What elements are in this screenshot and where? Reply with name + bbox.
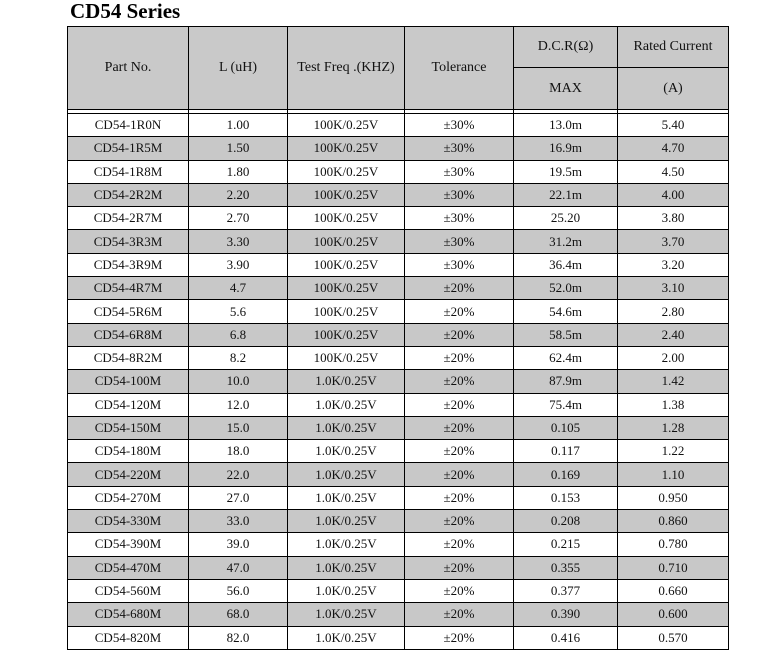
cell-dcr: 0.208	[514, 510, 618, 533]
table-row	[68, 556, 729, 579]
cell-tolerance: ±20%	[405, 300, 514, 323]
cell-inductance: 68.0	[189, 603, 288, 626]
cell-inductance: 4.7	[189, 277, 288, 300]
table-row	[68, 440, 729, 463]
cell-tolerance: ±20%	[405, 510, 514, 533]
cell-inductance: 2.70	[189, 207, 288, 230]
cell-test-freq: 100K/0.25V	[288, 346, 405, 369]
cell-part-no: CD54-6R8M	[68, 323, 189, 346]
cell-tolerance: ±20%	[405, 440, 514, 463]
cell-test-freq: 1.0K/0.25V	[288, 579, 405, 602]
header-dcr: D.C.R(Ω)	[514, 27, 618, 68]
cell-test-freq: 100K/0.25V	[288, 230, 405, 253]
cell-dcr: 0.355	[514, 556, 618, 579]
cell-rated-current: 3.80	[618, 207, 729, 230]
cell-part-no: CD54-3R3M	[68, 230, 189, 253]
cell-part-no: CD54-1R5M	[68, 137, 189, 160]
cell-dcr: 54.6m	[514, 300, 618, 323]
cell-dcr: 87.9m	[514, 370, 618, 393]
table-body	[68, 110, 729, 650]
cell-test-freq: 1.0K/0.25V	[288, 556, 405, 579]
cell-inductance: 82.0	[189, 626, 288, 649]
cell-test-freq: 100K/0.25V	[288, 300, 405, 323]
table-row	[68, 323, 729, 346]
cell-rated-current: 0.950	[618, 486, 729, 509]
cell-dcr: 0.215	[514, 533, 618, 556]
cell-tolerance: ±30%	[405, 253, 514, 276]
cell-inductance: 1.80	[189, 160, 288, 183]
cell-part-no: CD54-150M	[68, 416, 189, 439]
header-rated-current-unit: (A)	[618, 68, 729, 110]
cell-dcr: 22.1m	[514, 183, 618, 206]
cell-tolerance: ±30%	[405, 207, 514, 230]
cell-rated-current: 0.660	[618, 579, 729, 602]
table-row	[68, 160, 729, 183]
cell-test-freq: 1.0K/0.25V	[288, 603, 405, 626]
cell-inductance: 6.8	[189, 323, 288, 346]
cell-dcr: 62.4m	[514, 346, 618, 369]
cell-inductance: 47.0	[189, 556, 288, 579]
cell-part-no: CD54-270M	[68, 486, 189, 509]
cell-inductance: 15.0	[189, 416, 288, 439]
table-row	[68, 346, 729, 369]
cell-part-no: CD54-2R2M	[68, 183, 189, 206]
header-rated-current: Rated Current	[618, 27, 729, 68]
table-row	[68, 230, 729, 253]
table-row	[68, 626, 729, 649]
cell-dcr: 52.0m	[514, 277, 618, 300]
table-row	[68, 253, 729, 276]
cell-inductance: 1.00	[189, 114, 288, 137]
cell-dcr: 31.2m	[514, 230, 618, 253]
cell-rated-current: 0.860	[618, 510, 729, 533]
cell-dcr: 75.4m	[514, 393, 618, 416]
cell-tolerance: ±20%	[405, 277, 514, 300]
cell-inductance: 33.0	[189, 510, 288, 533]
table-row	[68, 137, 729, 160]
cell-test-freq: 100K/0.25V	[288, 114, 405, 137]
cell-inductance: 8.2	[189, 346, 288, 369]
cell-test-freq: 1.0K/0.25V	[288, 533, 405, 556]
cell-rated-current: 1.38	[618, 393, 729, 416]
table-header	[68, 27, 729, 110]
cell-tolerance: ±20%	[405, 463, 514, 486]
cell-dcr: 13.0m	[514, 114, 618, 137]
cell-test-freq: 100K/0.25V	[288, 137, 405, 160]
cell-test-freq: 1.0K/0.25V	[288, 626, 405, 649]
cell-inductance: 56.0	[189, 579, 288, 602]
cell-inductance: 12.0	[189, 393, 288, 416]
cell-inductance: 3.90	[189, 253, 288, 276]
table-row	[68, 370, 729, 393]
table-row	[68, 579, 729, 602]
cell-part-no: CD54-2R7M	[68, 207, 189, 230]
header-test-freq: Test Freq .(KHZ)	[288, 27, 405, 110]
cell-dcr: 58.5m	[514, 323, 618, 346]
cell-rated-current: 0.710	[618, 556, 729, 579]
cell-inductance: 10.0	[189, 370, 288, 393]
cell-rated-current: 1.22	[618, 440, 729, 463]
cell-dcr: 25.20	[514, 207, 618, 230]
header-tolerance: Tolerance	[405, 27, 514, 110]
cell-tolerance: ±20%	[405, 346, 514, 369]
cell-rated-current: 2.40	[618, 323, 729, 346]
cell-part-no: CD54-560M	[68, 579, 189, 602]
cell-test-freq: 1.0K/0.25V	[288, 510, 405, 533]
cell-tolerance: ±20%	[405, 486, 514, 509]
cell-tolerance: ±20%	[405, 393, 514, 416]
cell-dcr: 19.5m	[514, 160, 618, 183]
cell-part-no: CD54-100M	[68, 370, 189, 393]
cell-test-freq: 1.0K/0.25V	[288, 486, 405, 509]
cell-tolerance: ±20%	[405, 323, 514, 346]
cell-rated-current: 0.600	[618, 603, 729, 626]
table-row	[68, 603, 729, 626]
cell-part-no: CD54-4R7M	[68, 277, 189, 300]
cell-tolerance: ±20%	[405, 556, 514, 579]
cell-tolerance: ±20%	[405, 579, 514, 602]
cell-part-no: CD54-180M	[68, 440, 189, 463]
cell-rated-current: 1.42	[618, 370, 729, 393]
cell-rated-current: 5.40	[618, 114, 729, 137]
cell-test-freq: 100K/0.25V	[288, 277, 405, 300]
cell-test-freq: 100K/0.25V	[288, 207, 405, 230]
cell-dcr: 16.9m	[514, 137, 618, 160]
cell-tolerance: ±30%	[405, 230, 514, 253]
cell-part-no: CD54-8R2M	[68, 346, 189, 369]
cell-dcr: 0.105	[514, 416, 618, 439]
cell-part-no: CD54-5R6M	[68, 300, 189, 323]
cell-inductance: 1.50	[189, 137, 288, 160]
cell-dcr: 0.117	[514, 440, 618, 463]
page-title: CD54 Series	[70, 0, 181, 23]
cell-test-freq: 1.0K/0.25V	[288, 393, 405, 416]
cell-tolerance: ±20%	[405, 603, 514, 626]
cell-dcr: 0.153	[514, 486, 618, 509]
cell-rated-current: 4.70	[618, 137, 729, 160]
cell-inductance: 3.30	[189, 230, 288, 253]
header-dcr-max: MAX	[514, 68, 618, 110]
cell-dcr: 36.4m	[514, 253, 618, 276]
header-part-no: Part No.	[68, 27, 189, 110]
table-row	[68, 300, 729, 323]
cell-part-no: CD54-120M	[68, 393, 189, 416]
cell-dcr: 0.390	[514, 603, 618, 626]
cell-rated-current: 1.28	[618, 416, 729, 439]
cell-tolerance: ±30%	[405, 137, 514, 160]
cell-inductance: 39.0	[189, 533, 288, 556]
cell-inductance: 18.0	[189, 440, 288, 463]
cell-rated-current: 3.70	[618, 230, 729, 253]
cell-test-freq: 100K/0.25V	[288, 160, 405, 183]
cell-tolerance: ±20%	[405, 626, 514, 649]
cell-inductance: 22.0	[189, 463, 288, 486]
cell-rated-current: 1.10	[618, 463, 729, 486]
table-row	[68, 416, 729, 439]
cell-tolerance: ±20%	[405, 416, 514, 439]
cell-rated-current: 3.20	[618, 253, 729, 276]
cell-rated-current: 0.570	[618, 626, 729, 649]
cell-tolerance: ±20%	[405, 533, 514, 556]
table-row	[68, 486, 729, 509]
cell-test-freq: 100K/0.25V	[288, 323, 405, 346]
table-row	[68, 510, 729, 533]
spec-table	[67, 26, 729, 650]
cell-inductance: 2.20	[189, 183, 288, 206]
cell-dcr: 0.377	[514, 579, 618, 602]
cell-part-no: CD54-470M	[68, 556, 189, 579]
cell-inductance: 27.0	[189, 486, 288, 509]
cell-tolerance: ±30%	[405, 114, 514, 137]
cell-tolerance: ±30%	[405, 183, 514, 206]
table-row	[68, 207, 729, 230]
cell-test-freq: 1.0K/0.25V	[288, 416, 405, 439]
cell-part-no: CD54-820M	[68, 626, 189, 649]
cell-rated-current: 2.00	[618, 346, 729, 369]
table-row	[68, 533, 729, 556]
cell-part-no: CD54-1R0N	[68, 114, 189, 137]
cell-part-no: CD54-390M	[68, 533, 189, 556]
cell-dcr: 0.169	[514, 463, 618, 486]
cell-rated-current: 0.780	[618, 533, 729, 556]
cell-part-no: CD54-1R8M	[68, 160, 189, 183]
cell-tolerance: ±30%	[405, 160, 514, 183]
table-row	[68, 393, 729, 416]
cell-rated-current: 3.10	[618, 277, 729, 300]
cell-test-freq: 1.0K/0.25V	[288, 440, 405, 463]
table-row	[68, 114, 729, 137]
cell-dcr: 0.416	[514, 626, 618, 649]
cell-rated-current: 2.80	[618, 300, 729, 323]
table-row	[68, 463, 729, 486]
cell-test-freq: 1.0K/0.25V	[288, 463, 405, 486]
cell-rated-current: 4.00	[618, 183, 729, 206]
cell-rated-current: 4.50	[618, 160, 729, 183]
cell-test-freq: 100K/0.25V	[288, 253, 405, 276]
cell-part-no: CD54-3R9M	[68, 253, 189, 276]
cell-inductance: 5.6	[189, 300, 288, 323]
table-row	[68, 183, 729, 206]
cell-part-no: CD54-680M	[68, 603, 189, 626]
cell-tolerance: ±20%	[405, 370, 514, 393]
cell-test-freq: 1.0K/0.25V	[288, 370, 405, 393]
cell-test-freq: 100K/0.25V	[288, 183, 405, 206]
cell-part-no: CD54-220M	[68, 463, 189, 486]
cell-part-no: CD54-330M	[68, 510, 189, 533]
header-inductance: L (uH)	[189, 27, 288, 110]
table-row	[68, 277, 729, 300]
